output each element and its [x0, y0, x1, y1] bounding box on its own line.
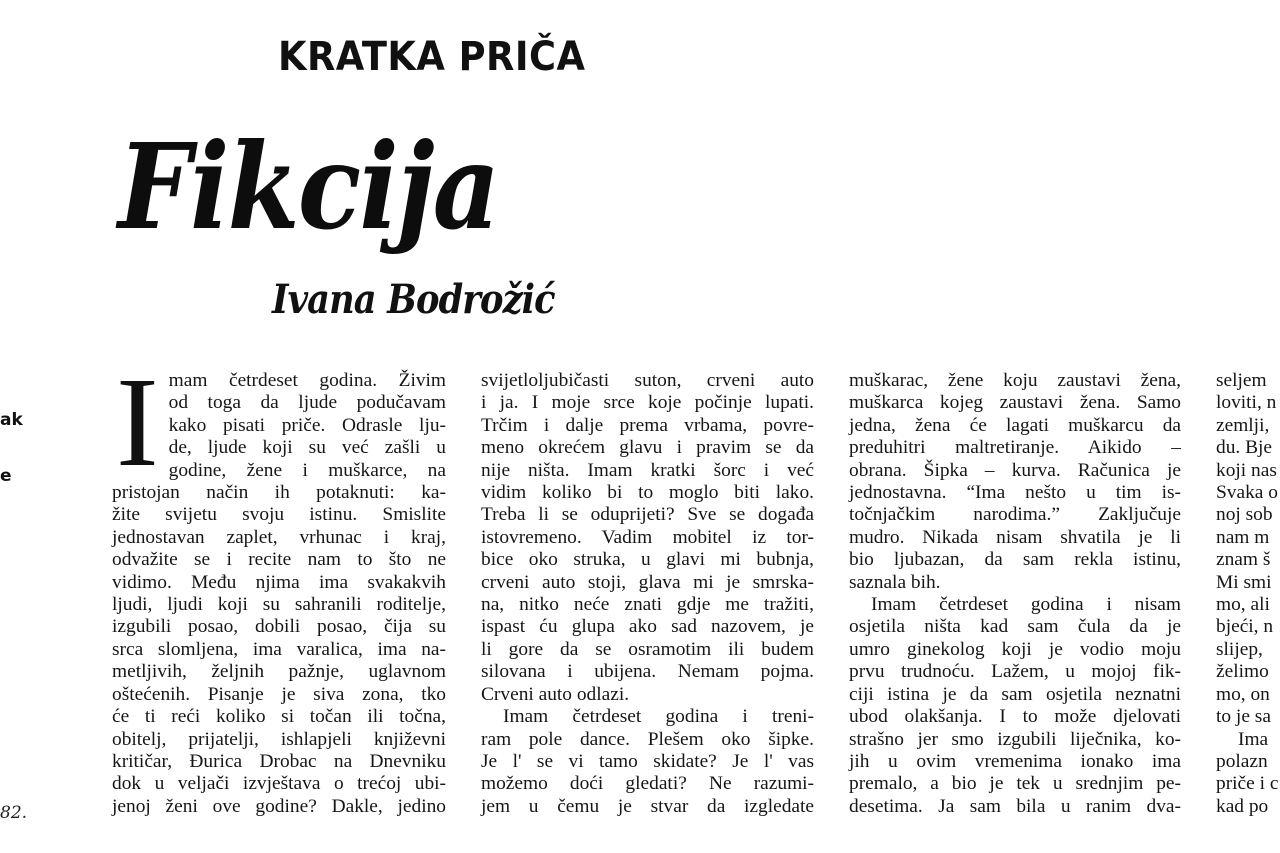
- text-line: crveni auto stoji, glava mi je smrska-: [481, 571, 814, 593]
- text-line: želimo: [1216, 661, 1269, 683]
- text-line: premalo, a bio je tek u srednjim pe-: [849, 773, 1181, 795]
- text-line: ciji istina je da sam osjetila neznatni: [849, 683, 1181, 705]
- text-line: muškarac, žene koju zaustavi žena,: [849, 370, 1181, 391]
- text-line: jedna, žena će lagati muškarcu da: [849, 414, 1181, 436]
- text-line: pristojan način ih potaknuti: ka-: [112, 482, 446, 504]
- text-line: bjeći, n: [1216, 616, 1274, 638]
- text-line: loviti, n: [1216, 392, 1277, 414]
- text-line: metljivih, željnih pažnje, uglavnom: [112, 661, 446, 683]
- text-line: Mi smi: [1216, 571, 1272, 593]
- text-line: bice oko struka, u glavi mi bubnja,: [481, 549, 814, 571]
- text-line: kad po: [1216, 795, 1269, 817]
- text-line: saznala bih.: [849, 571, 941, 593]
- text-line: priče i c: [1216, 773, 1279, 795]
- text-line: koji nas: [1216, 459, 1277, 481]
- text-line: li gore da se osramotim ili budem: [481, 638, 814, 660]
- text-line: noj sob: [1216, 504, 1273, 526]
- text-line: silovana i ubijena. Nemam pojma.: [481, 661, 814, 683]
- text-line: jenoj ženi ove godine? Dakle, jedino: [112, 795, 446, 817]
- text-line: Crveni auto odlazi.: [481, 683, 630, 705]
- text-line: desetima. Ja sam bila u ranim dva-: [849, 795, 1181, 817]
- text-line: mo, ali: [1216, 594, 1270, 616]
- text-line: Trčim i dalje prema vrbama, povre-: [481, 414, 814, 436]
- text-line: Svaka o: [1216, 482, 1278, 504]
- text-line: zemlji,: [1216, 414, 1270, 436]
- text-column-1: [112, 351, 446, 818]
- text-line: obrana. Šipka – kurva. Računica je: [849, 459, 1181, 481]
- text-line: nije ništa. Imam kratki šorc i već: [481, 459, 814, 481]
- text-line: dok u veljači izvještava o trećoj ubi-: [112, 773, 446, 795]
- text-line: muškarca kojeg zaustavi žena. Samo: [849, 392, 1181, 414]
- text-line: bio ljubazan, da sam rekla istinu,: [849, 549, 1181, 571]
- text-column-2: [481, 370, 814, 818]
- text-line: meno okrećem glavu i pravim se da: [481, 437, 814, 459]
- text-line: jih u ovim vremenima ionako ima: [849, 750, 1181, 772]
- text-line: seljem: [1216, 370, 1267, 391]
- text-line: jem u čemu je stvar da izgledate: [481, 795, 814, 817]
- section-label: KRATKA PRIČA: [278, 34, 586, 80]
- text-line: istovremeno. Vadim mobitel iz tor-: [481, 526, 814, 548]
- text-line: mam četrdeset godina. Živim: [168, 370, 446, 391]
- text-line: jednostavan zaplet, vrhunac i kraj,: [112, 526, 446, 548]
- text-line: možemo doći gledati? Ne razumi-: [481, 773, 814, 795]
- text-line: obitelj, prijatelji, ishlapjeli književni: [112, 728, 446, 750]
- text-line: točnjačkim narodima.” Zaključuje: [849, 504, 1181, 526]
- text-line: ljudi, ljudi koji su sahranili roditelje,: [112, 594, 446, 616]
- article-author: Ivana Bodrožić: [272, 276, 555, 323]
- margin-fragment: ak: [0, 410, 23, 430]
- text-line: mo, on: [1216, 683, 1270, 705]
- text-line: će ti reći koliko si točan ili točna,: [112, 706, 446, 728]
- text-line: vidimo. Među njima ima svakakvih: [112, 571, 446, 593]
- text-line: slijep,: [1216, 638, 1263, 660]
- text-line: umro ginekolog koji je vodio moju: [849, 638, 1181, 660]
- text-line: nam m: [1216, 526, 1270, 548]
- margin-fragment: e: [0, 466, 12, 486]
- text-line: Je l' se vi tamo skidate? Je l' vas: [481, 750, 814, 772]
- text-line: od toga da ljude podučavam: [168, 392, 446, 414]
- text-line: strašno jer smo izgubili liječnika, ko-: [849, 728, 1181, 750]
- text-line: kritičar, Đurica Drobac na Dnevniku: [112, 750, 446, 772]
- text-line: jednostavna. “Ima nešto u tim is-: [849, 482, 1181, 504]
- text-line: preduhitri maltretiranje. Aikido –: [849, 437, 1181, 459]
- text-line: izgubili posao, dobili posao, čija su: [112, 616, 446, 638]
- text-line: polazn: [1216, 750, 1268, 772]
- text-line: Imam četrdeset godina i nisam: [871, 594, 1181, 616]
- text-line: to je sa: [1216, 706, 1271, 728]
- text-line: ispast ću glupa ako sad nazovem, je: [481, 616, 814, 638]
- article-title: Fikcija: [118, 117, 499, 256]
- text-line: ram pole dance. Plešem oko šipke.: [481, 728, 814, 750]
- text-line: na, nitko neće znati gdje me tražiti,: [481, 594, 814, 616]
- text-line: svijetloljubičasti suton, crveni auto: [481, 370, 814, 391]
- text-line: žite svijetu svoju istinu. Smislite: [112, 504, 446, 526]
- text-line: Treba li se oduprijeti? Sve se događa: [481, 504, 814, 526]
- drop-cap: I: [116, 351, 159, 493]
- text-line: osjetila ništa kad sam čula da je: [849, 616, 1181, 638]
- text-line: vidim koliko bi to moglo biti lako.: [481, 482, 814, 504]
- text-column-4: [1216, 370, 1280, 818]
- text-line: znam š: [1216, 549, 1271, 571]
- text-line: srca slomljena, ima varalica, ima na-: [112, 638, 446, 660]
- text-line: du. Bje: [1216, 437, 1273, 459]
- text-line: prvu trudnoću. Lažem, u mojoj fik-: [849, 661, 1181, 683]
- text-line: kako pisati priče. Odrasle lju-: [168, 414, 446, 436]
- margin-page-number: 82.: [0, 803, 28, 823]
- text-line: Ima: [1238, 728, 1269, 750]
- text-line: odvažite se i recite nam to što ne: [112, 549, 446, 571]
- text-line: mudro. Nikada nisam shvatila je li: [849, 526, 1181, 548]
- text-line: ubod olakšanja. I to može djelovati: [849, 706, 1181, 728]
- text-line: Imam četrdeset godina i treni-: [503, 706, 814, 728]
- text-line: godine, žene i muškarce, na: [168, 459, 446, 481]
- text-column-3: [849, 370, 1181, 818]
- text-line: oštećenih. Pisanje je siva zona, tko: [112, 683, 446, 705]
- text-line: i ja. I moje srce koje počinje lupati.: [481, 392, 814, 414]
- text-line: de, ljude koji su već zašli u: [168, 437, 446, 459]
